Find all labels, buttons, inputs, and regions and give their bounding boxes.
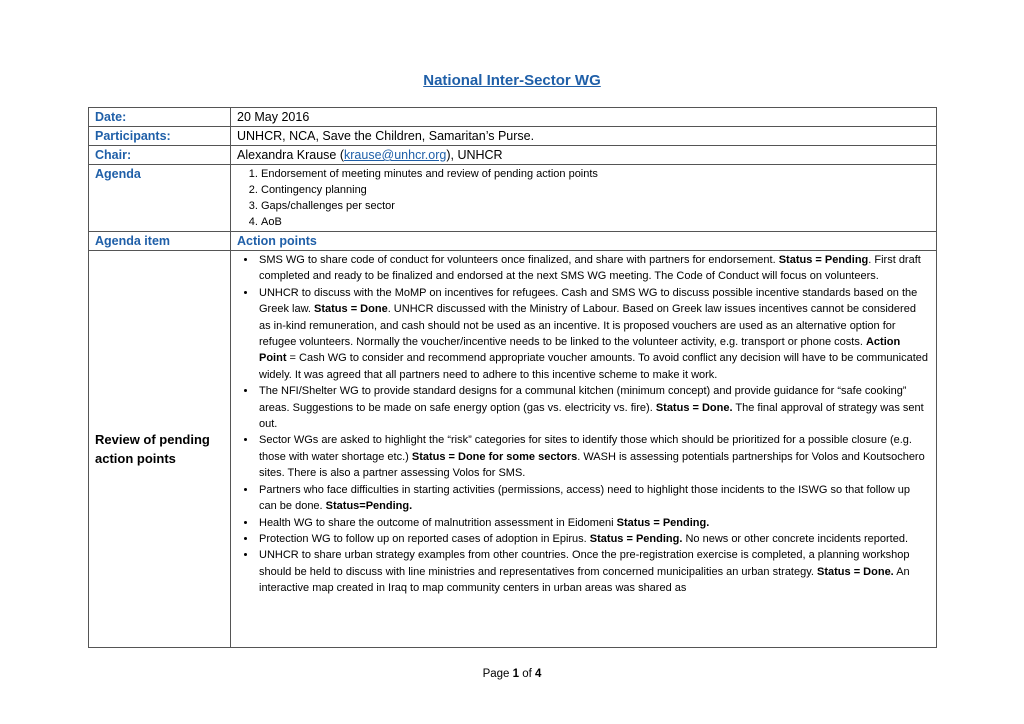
- agenda-list-cell: [231, 165, 937, 232]
- chair-row: [89, 146, 937, 165]
- action-point: • Health WG to share the outcome of malnutrition assessment in Eidomeni Status = Pending.: [257, 515, 930, 531]
- agenda-label: Agenda: [89, 165, 231, 232]
- action-point: • Protection WG to follow up on reported cases of adoption in Epirus. Status = Pending. No news or other concrete incidents reported.: [257, 531, 930, 547]
- agenda-row: [89, 165, 937, 232]
- action-points-cell: [231, 251, 937, 648]
- agenda-item-header: Agenda item: [89, 232, 231, 251]
- action-point: • Sector WGs are asked to highlight the “risk” categories for sites to identify those which should be prioritized for a possible closure (e.g. those with water shortage etc.) Status = Done for some sectors. WASH is assessing potentials partnerships for Volos and Koutsochero sites. There is also a partner assessing Volos for SMS.: [257, 432, 930, 481]
- action-point: • Partners who face difficulties in starting activities (permissions, access) need to highlight those incidents to the ISWG so that follow up can be done. Status=Pending.: [257, 482, 930, 515]
- date-label: Date:: [89, 108, 231, 127]
- section-header-row: [89, 232, 937, 251]
- document-title: National Inter-Sector WG: [423, 72, 601, 89]
- agenda-item: 3. Gaps/challenges per sector: [261, 198, 930, 214]
- participants-row: [89, 127, 937, 146]
- participants-value: UNHCR, NCA, Save the Children, Samaritan’s Purse.: [231, 127, 937, 146]
- action-point: • UNHCR to discuss with the MoMP on incentives for refugees. Cash and SMS WG to discuss possible incentive standards based on the Greek law. Status = Done. UNHCR discussed with the Ministry of Labour. Based on Greek law issues incentives cannot be considered as in-kind remuneration, and cash should not be used as an incentive. It is proposed vouchers are used as an alternative option for refugee volunteers. Normally the voucher/incentive needs to be linked to the volunteer activity, e.g. transport or phone costs. Action Point = Cash WG to consider and recommend appropriate voucher amounts. To avoid conflict any decision will have to be communicated widely. It was agreed that all partners need to adhere to this incentive scheme to make it work.: [257, 285, 930, 383]
- date-row: [89, 108, 937, 127]
- chair-org: ), UNHCR: [446, 148, 503, 162]
- action-points-list: [237, 252, 930, 597]
- action-points-clip: [237, 252, 930, 646]
- action-point: • UNHCR to share urban strategy examples from other countries. Once the pre-registration exercise is completed, a planning workshop should be held to discuss with line ministries and representatives from concerned municipalities an urban strategy. Status = Done. An interactive map created in Iraq to map community centers in urban areas was shared as: [257, 547, 930, 596]
- page-number: 1: [512, 668, 520, 680]
- participants-label: Participants:: [89, 127, 231, 146]
- page-footer: Page 1 of 4: [482, 668, 542, 680]
- agenda-item: 4. AoB: [261, 214, 930, 230]
- review-row: [89, 251, 937, 648]
- minutes-table: [88, 107, 937, 648]
- date-value: 20 May 2016: [231, 108, 937, 127]
- chair-name: Alexandra Krause (: [237, 148, 345, 162]
- chair-value: [231, 146, 937, 165]
- review-label: Review of pending action points: [89, 251, 231, 648]
- action-point: • SMS WG to share code of conduct for volunteers once finalized, and share with partners for endorsement. Status = Pending. First draft completed and ready to be finalized and endorsed at the next SMS WG meeting. The Code of Conduct will focus on volunteers.: [257, 252, 930, 285]
- agenda-list: [237, 166, 930, 230]
- page-total: 4: [535, 668, 542, 680]
- agenda-item: 1. Endorsement of meeting minutes and review of pending action points: [261, 166, 930, 182]
- chair-email-link[interactable]: krause@unhcr.org: [344, 148, 447, 162]
- action-points-header: Action points: [231, 232, 937, 251]
- action-point: • The NFI/Shelter WG to provide standard designs for a communal kitchen (minimum concept) and provide guidance for “safe cooking” areas. Suggestions to be made on safe energy option (gas vs. electricity vs. fire). Status = Done. The final approval of strategy was sent out.: [257, 383, 930, 432]
- chair-label: Chair:: [89, 146, 231, 165]
- agenda-item: 2. Contingency planning: [261, 182, 930, 198]
